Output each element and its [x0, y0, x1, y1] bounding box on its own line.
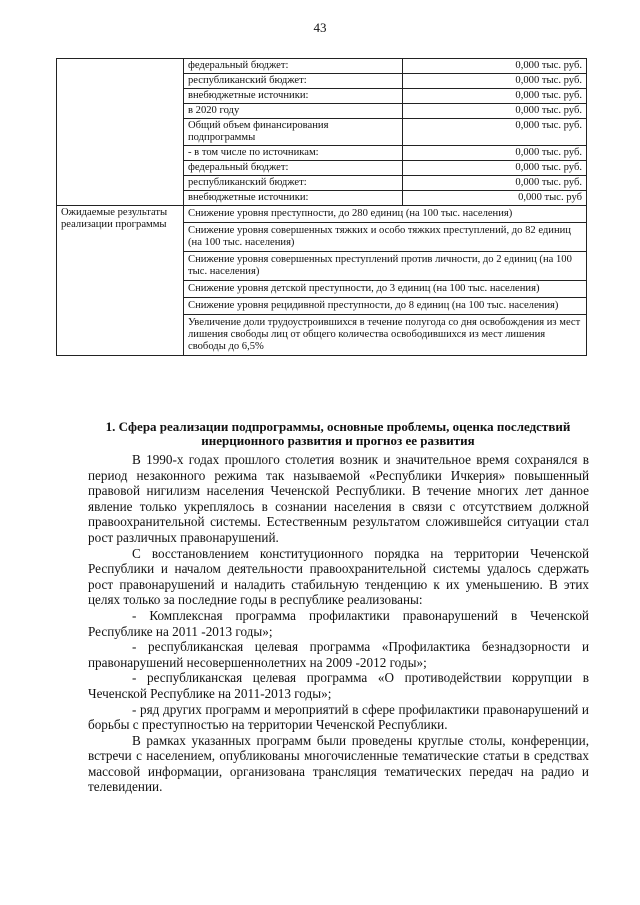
finance-item: внебюджетные источники: [184, 89, 403, 104]
table-row [57, 59, 587, 74]
empty-label-cell [57, 59, 184, 206]
list-item: - Комплексная программа профилактики правонарушений в Чеченской Республике на 2011 -2013 годы»; [88, 607, 589, 639]
section-heading: 1. Сфера реализации подпрограммы, основные проблемы, оценка последствий инерционного развития и прогноз ее развития [105, 419, 571, 448]
finance-amount: 0,000 тыс. руб. [403, 119, 587, 146]
finance-item: республиканский бюджет: [184, 74, 403, 89]
table-row [57, 206, 587, 223]
finance-item: республиканский бюджет: [184, 176, 403, 191]
finance-amount: 0,000 тыс. руб. [403, 104, 587, 119]
finance-item: федеральный бюджет: [184, 161, 403, 176]
finance-amount: 0,000 тыс. руб. [403, 161, 587, 176]
paragraph: С восстановлением конституционного порядка на территории Чеченской Республики и началом деятельности правоохранительной системы удалось сдержать рост правонарушений и наладить стабильную тенденцию к их уменьшению. В этих целях только за последние годы в республике реализованы: [88, 545, 589, 608]
result-item: Снижение уровня совершенных преступлений против личности, до 2 единиц (на 100 тыс. населения) [184, 252, 587, 281]
finance-amount: 0,000 тыс. руб [403, 191, 587, 206]
result-item: Снижение уровня преступности, до 280 единиц (на 100 тыс. населения) [184, 206, 587, 223]
financing-table [56, 58, 587, 356]
results-label: Ожидаемые результаты реализации программы [57, 206, 184, 356]
finance-amount: 0,000 тыс. руб. [403, 59, 587, 74]
finance-item: федеральный бюджет: [184, 59, 403, 74]
list-item: - республиканская целевая программа «О противодействии коррупции в Чеченской Республике на 2011-2013 годы»; [88, 670, 589, 701]
finance-amount: 0,000 тыс. руб. [403, 176, 587, 191]
list-item: - республиканская целевая программа «Профилактика безнадзорности и правонарушений несовершеннолетних на 2009 -2012 годы»; [88, 639, 589, 670]
finance-item: Общий объем финансирования подпрограммы [184, 119, 403, 146]
page-number: 43 [313, 20, 327, 35]
result-item: Снижение уровня совершенных тяжких и особо тяжких преступлений, до 82 единиц (на 100 тыс. населения) [184, 223, 587, 252]
finance-amount: 0,000 тыс. руб. [403, 74, 587, 89]
finance-amount: 0,000 тыс. руб. [403, 89, 587, 104]
result-item: Снижение уровня детской преступности, до 3 единиц (на 100 тыс. населения) [184, 281, 587, 298]
result-item: Увеличение доли трудоустроившихся в течение полугода со дня освобождения из мест лишения свободы лиц от общего количества освободившихся из мест лишения свободы до 6,5% [184, 315, 587, 356]
finance-item: внебюджетные источники: [184, 191, 403, 206]
finance-amount: 0,000 тыс. руб. [403, 146, 587, 161]
list-item: - ряд других программ и мероприятий в сфере профилактики правонарушений и борьбы с преступностью на территории Чеченской Республики. [88, 701, 589, 733]
finance-item: в 2020 году [184, 104, 403, 119]
result-item: Снижение уровня рецидивной преступности, до 8 единиц (на 100 тыс. населения) [184, 298, 587, 315]
body-text [88, 452, 589, 795]
paragraph: В рамках указанных программ были проведены круглые столы, конференции, встречи с населением, опубликованы многочисленные тематические статьи в средствах массовой информации, организована трансляция тематических передач на радио и телевидении. [88, 732, 589, 795]
finance-item: - в том числе по источникам: [184, 146, 403, 161]
paragraph: В 1990-х годах прошлого столетия возник и значительное время сохранялся в период незаконного режима так называемой «Республики Ичкерия» повышенный правовой нигилизм населения Чеченской Республики. В течение многих лет данное явление только укреплялось в сознании населения в связи с отсутствием должной правоохранительной системы. Естественным результатом сложившейся ситуации стал рост различных правонарушений. [88, 452, 589, 545]
